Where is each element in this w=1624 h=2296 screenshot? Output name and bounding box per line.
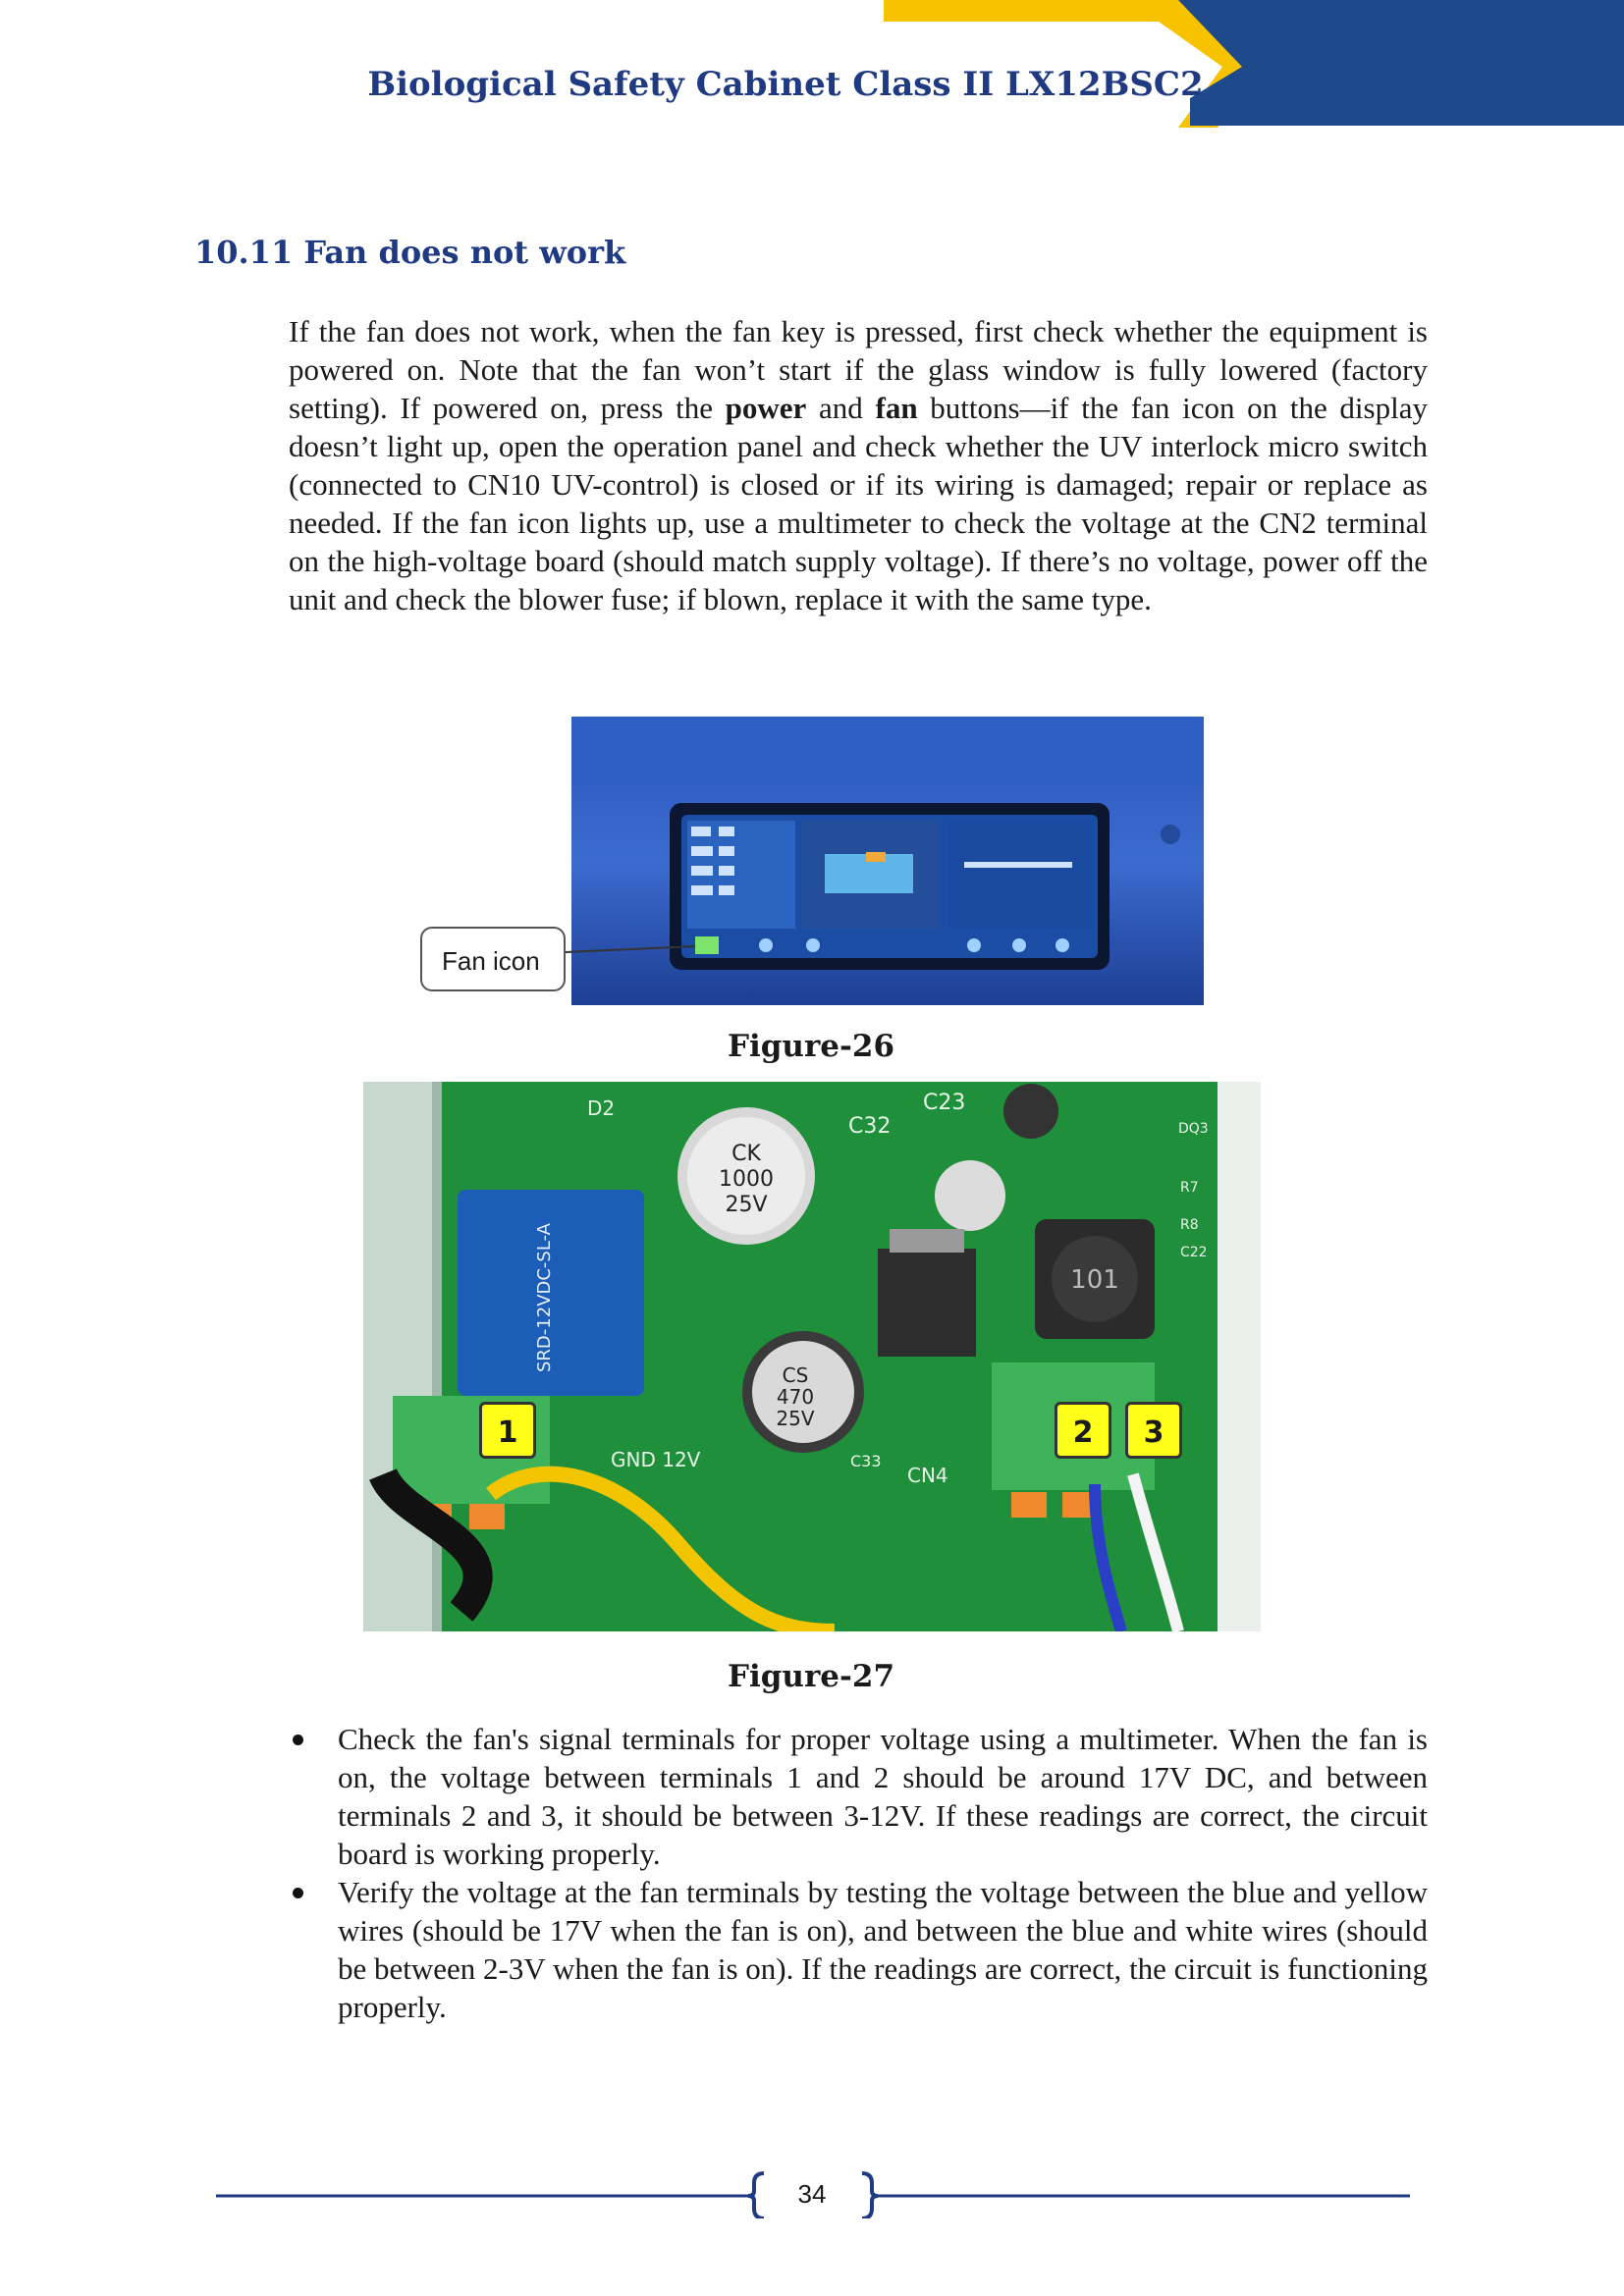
page-number: 34 [797, 2179, 827, 2209]
relay-label: SRD-12VDC-SL-A [534, 1223, 555, 1372]
figure-26-caption: Figure-26 [727, 1029, 895, 1064]
capacitor-text: CS [782, 1363, 809, 1387]
bullet-item [289, 1720, 1428, 1873]
bullet-list [289, 1720, 1428, 2026]
callout-arrow [564, 933, 701, 962]
inductor-text: 101 [1070, 1265, 1119, 1295]
capacitor-text: 25V [776, 1407, 815, 1430]
terminal-marker-3: 3 [1125, 1402, 1182, 1459]
board-label: C22 [1180, 1245, 1208, 1260]
paragraph-text: and [806, 391, 876, 425]
capacitor-text: 25V [725, 1193, 768, 1217]
bullet-text: Check the fan's signal terminals for proper voltage using a multimeter. When the fan is on, the voltage between terminals 1 and 2 should be around 17V DC, and between terminals 2 and 3, it should be between 3-12V. If these readings are correct, the circuit board is working properly. [338, 1722, 1428, 1871]
fan-keyword: fan [875, 391, 918, 425]
bullet-icon [293, 1735, 303, 1745]
figure-27-photo [363, 1082, 1261, 1631]
bullet-icon [293, 1888, 303, 1898]
section-title: 10.11 Fan does not work [194, 234, 626, 271]
paragraph-text: If the fan does not work, when the fan key is pressed, first check whether the equipment is powered on. Note that the fan won’t start if the glass window is fully lowered (factory setting). If powered on, press the [289, 314, 1428, 425]
bullet-text: Verify the voltage at the fan terminals by testing the voltage between the blue and yellow wires (should be 17V when the fan is on), and between the blue and white wires (should be between 2-3V when the fan is on). If the readings are correct, the circuit is functioning properly. [338, 1875, 1428, 2024]
power-keyword: power [725, 391, 807, 425]
board-label: C33 [850, 1452, 882, 1470]
body-paragraph [289, 312, 1428, 618]
board-label: C32 [848, 1114, 892, 1139]
board-label: R7 [1180, 1180, 1199, 1196]
capacitor-text: 1000 [719, 1167, 774, 1192]
board-label: R8 [1180, 1217, 1199, 1233]
terminal-marker-1: 1 [479, 1402, 536, 1459]
board-label: C23 [923, 1091, 966, 1115]
bullet-item [289, 1873, 1428, 2026]
fan-icon-callout: Fan icon [420, 927, 566, 991]
header-title: Biological Safety Cabinet Class II LX12BSC2 [367, 65, 1204, 104]
board-label: D2 [587, 1096, 616, 1120]
paragraph-text: buttons—if the fan icon on the display doesn’t light up, open the operation panel and check whether the UV interlock micro switch (connected to CN10 UV-control) is closed or if its wiring is damaged; repair or replace as needed. If the fan icon lights up, use a multimeter to check the voltage at the CN2 terminal on the high-voltage board (should match supply voltage). If there’s no voltage, power off the unit and check the blower fuse; if blown, replace it with the same type. [289, 391, 1428, 616]
capacitor-text: 470 [776, 1385, 815, 1409]
capacitor-text: CK [731, 1142, 761, 1166]
board-label: CN4 [907, 1464, 948, 1487]
terminal-marker-2: 2 [1055, 1402, 1111, 1459]
figure-27-caption: Figure-27 [727, 1659, 895, 1694]
board-label: DQ3 [1178, 1121, 1209, 1137]
board-label: GND 12V [611, 1448, 701, 1471]
